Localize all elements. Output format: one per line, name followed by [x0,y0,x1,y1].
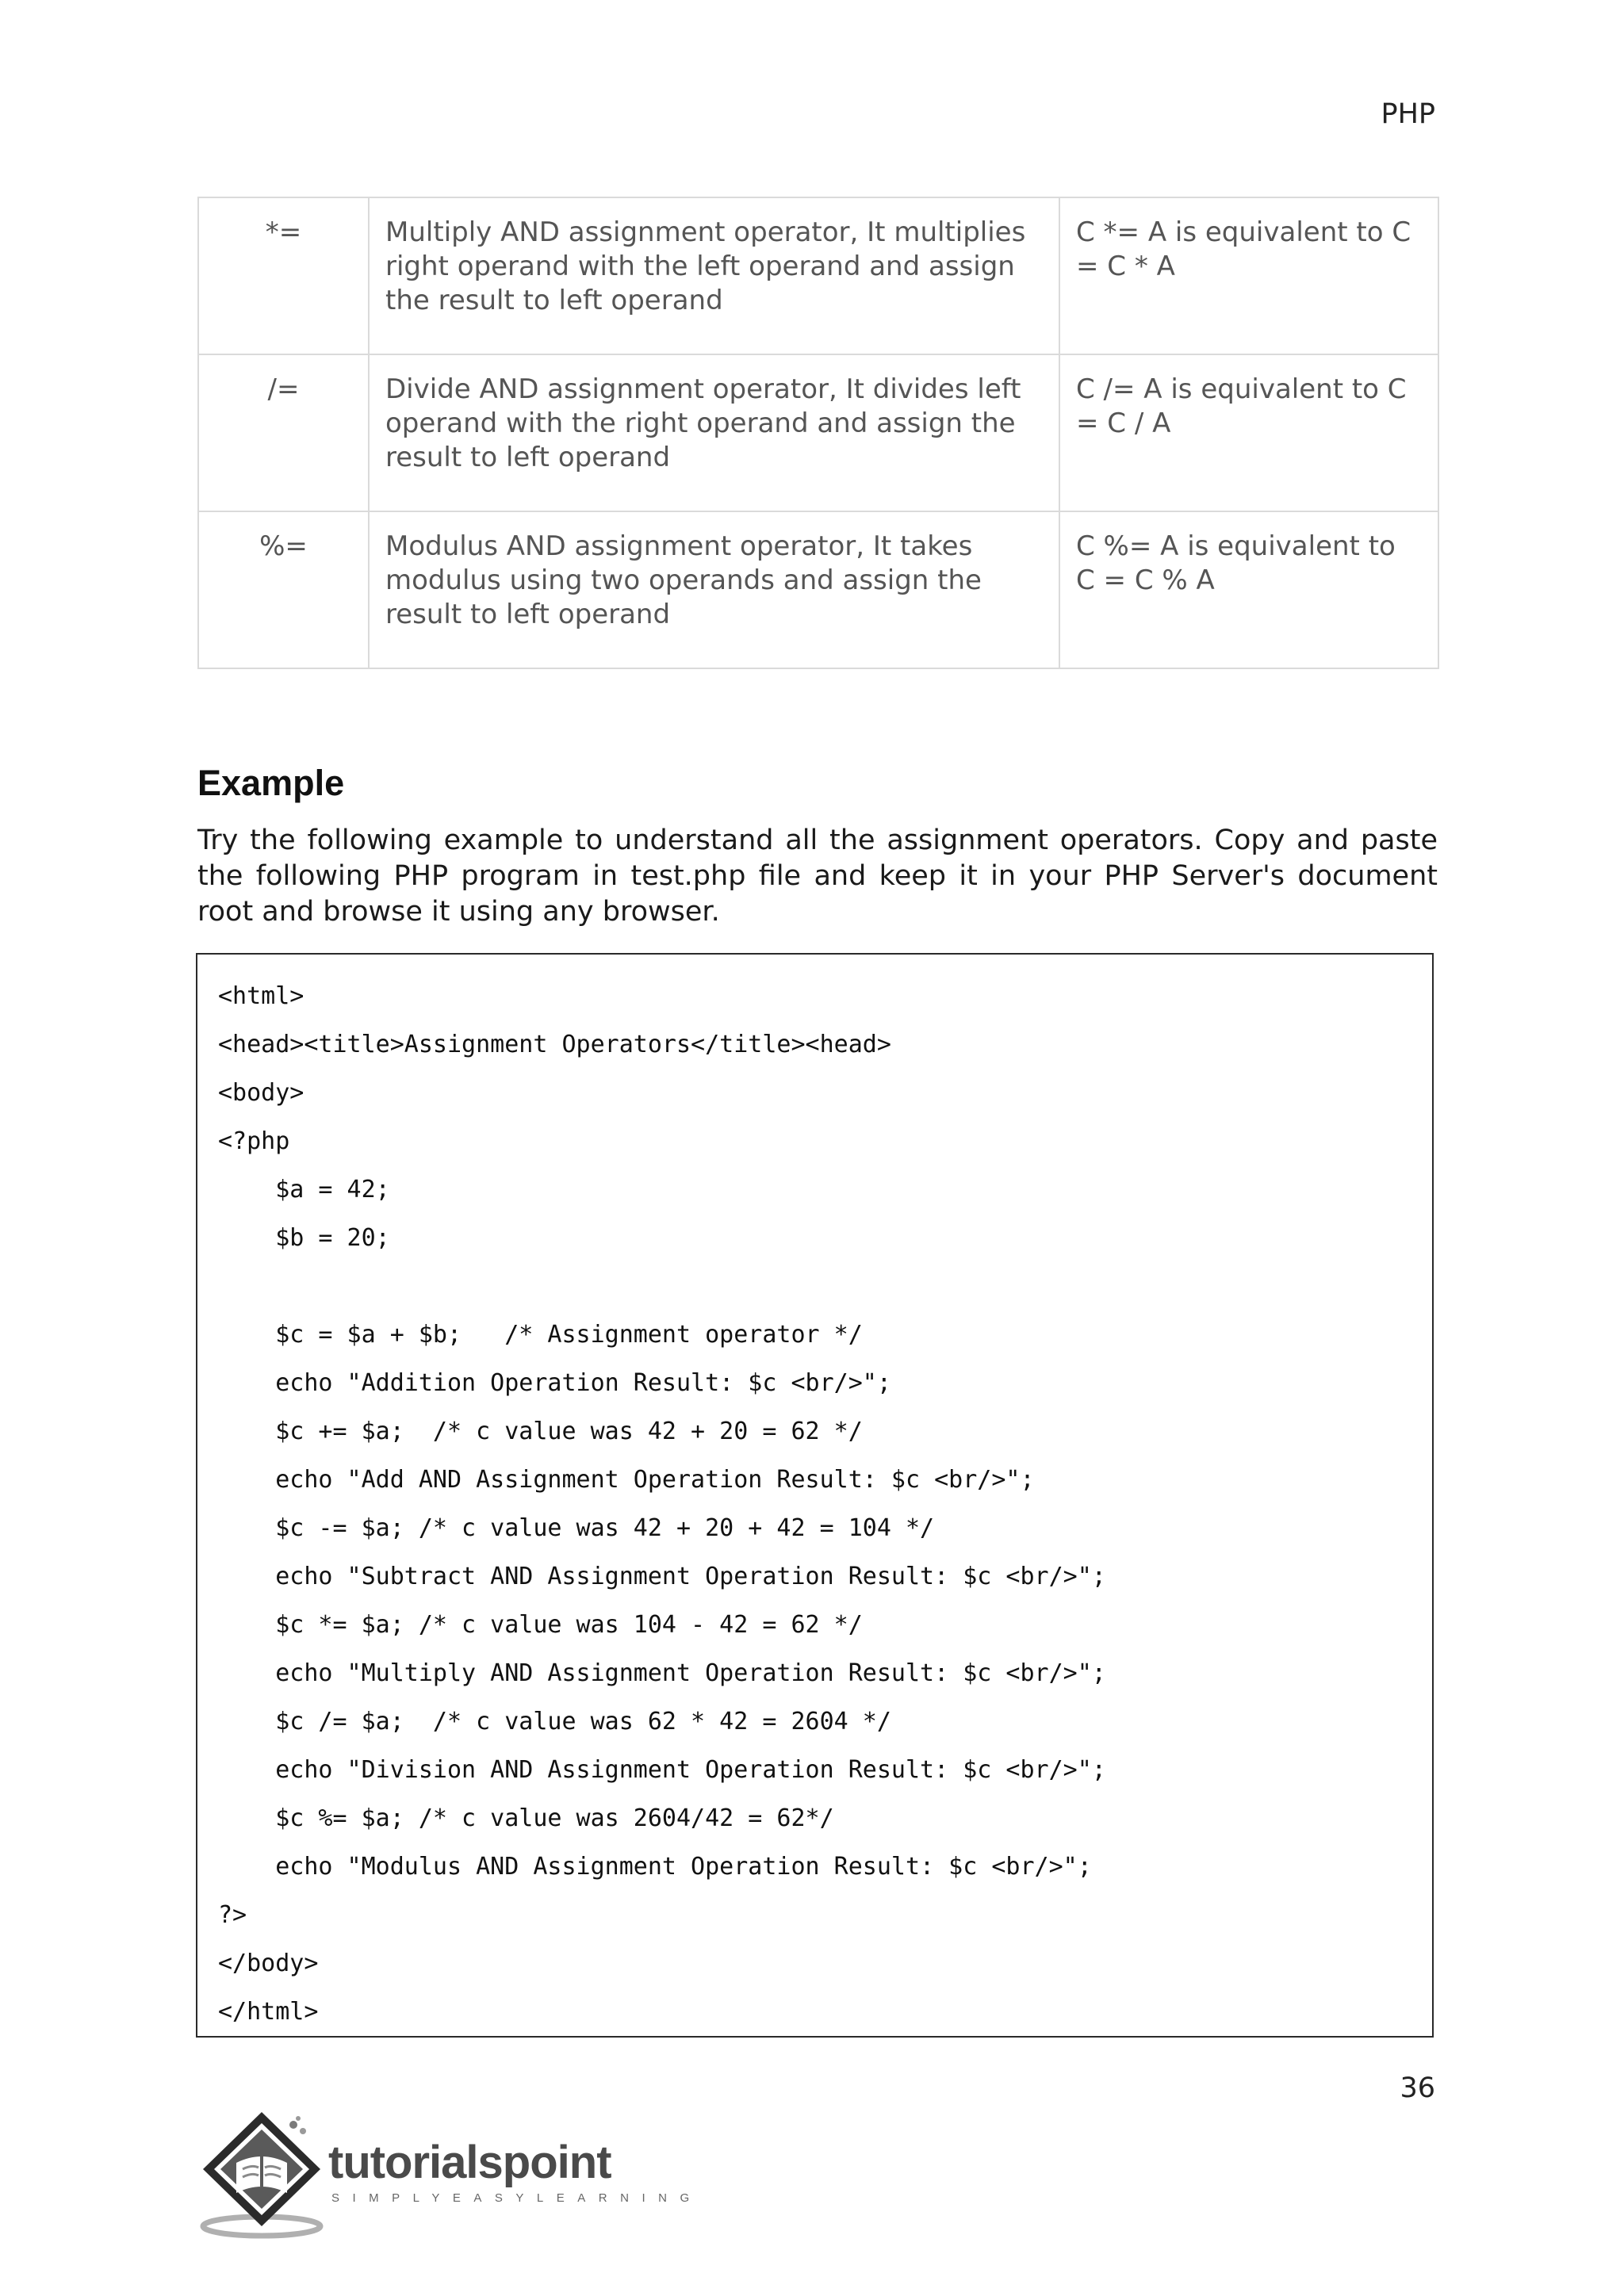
code-line: $c *= $a; /* c value was 104 - 42 = 62 */ [218,1611,863,1639]
code-block [196,953,1434,2038]
code-line: <body> [218,1079,304,1107]
running-header: PHP [1381,98,1435,130]
logo-tagline: SIMPLYEASYLEARNING [331,2191,703,2205]
code-line: echo "Division AND Assignment Operation Result: $c <br/>"; [218,1756,1106,1784]
table-row [198,511,1438,668]
operator-cell: *= [198,197,369,354]
operator-table [197,197,1439,669]
code-line: <?php [218,1127,290,1155]
example-cell: C %= A is equivalent to C = C % A [1059,511,1438,668]
code-line: $c += $a; /* c value was 42 + 20 = 62 */ [218,1418,863,1445]
description-cell: Divide AND assignment operator, It divides left operand with the right operand and assign the result to left operand [369,354,1059,511]
operator-cell: /= [198,354,369,511]
code-line: $c = $a + $b; /* Assignment operator */ [218,1321,863,1349]
code-line [218,1262,1432,1311]
code-line: $b = 20; [218,1224,390,1252]
code-line: echo "Addition Operation Result: $c <br/>"; [218,1369,891,1397]
code-line: ?> [218,1901,247,1929]
code-line: echo "Subtract AND Assignment Operation Result: $c <br/>"; [218,1563,1106,1590]
code-line: <head><title>Assignment Operators</title><head> [218,1031,891,1058]
code-line: echo "Multiply AND Assignment Operation Result: $c <br/>"; [218,1659,1106,1687]
page-number: 36 [1400,2072,1435,2104]
example-cell: C /= A is equivalent to C = C / A [1059,354,1438,511]
description-cell: Multiply AND assignment operator, It multiplies right operand with the left operand and assign the result to left operand [369,197,1059,354]
logo-emblem-icon [195,2101,338,2244]
operator-cell: %= [198,511,369,668]
section-heading: Example [197,763,345,803]
description-cell: Modulus AND assignment operator, It takes modulus using two operands and assign the result to left operand [369,511,1059,668]
code-line: </body> [218,1950,319,1977]
table-row [198,197,1438,354]
code-line: $c %= $a; /* c value was 2604/42 = 62*/ [218,1804,834,1832]
example-cell: C *= A is equivalent to C = C * A [1059,197,1438,354]
intro-paragraph: Try the following example to understand all the assignment operators. Copy and paste the following PHP program in test.php file and keep it in your PHP Server's document root and browse it using any browser. [197,825,1438,928]
code-line: <html> [218,982,304,1010]
code-line: </html> [218,1998,319,2026]
code-line: $c /= $a; /* c value was 62 * 42 = 2604 */ [218,1708,891,1735]
code-line: echo "Modulus AND Assignment Operation Result: $c <br/>"; [218,1853,1092,1881]
code-line: echo "Add AND Assignment Operation Result: $c <br/>"; [218,1466,1035,1494]
code-line: $a = 42; [218,1176,390,1203]
code-line: $c -= $a; /* c value was 42 + 20 + 42 = 104 */ [218,1514,935,1542]
logo-wordmark: tutorialspoint [328,2137,611,2188]
tutorialspoint-logo [195,2101,703,2244]
table-row [198,354,1438,511]
